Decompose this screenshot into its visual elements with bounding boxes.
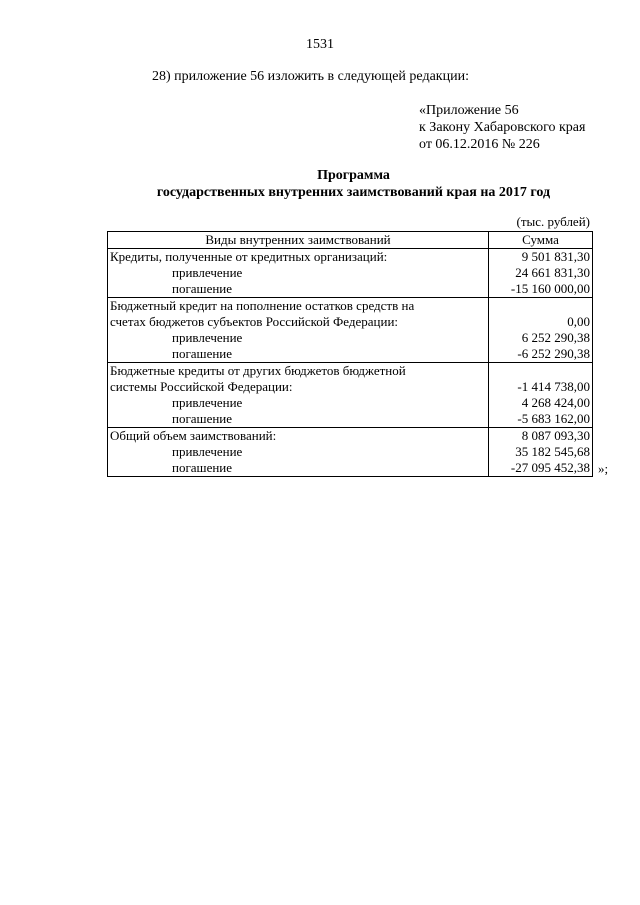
- table-row: [108, 330, 593, 346]
- row-sum: -6 252 290,38: [489, 346, 593, 363]
- row-sum: 4 268 424,00: [489, 395, 593, 411]
- borrowings-table: [107, 231, 593, 477]
- row-sum: 24 661 831,30: [489, 265, 593, 281]
- row-label: привлечение: [108, 444, 489, 460]
- table-row: [108, 411, 593, 428]
- row-sum: 35 182 545,68: [489, 444, 593, 460]
- table-row: [108, 460, 593, 477]
- row-label: Бюджетный кредит на пополнение остатков средств на: [108, 298, 489, 315]
- page-number: 1531: [306, 37, 334, 52]
- table-row: [108, 428, 593, 445]
- table-row: [108, 379, 593, 395]
- header-borrowing-type: Виды внутренних заимствований: [108, 232, 489, 249]
- table-row: [108, 249, 593, 266]
- title-line-1: Программа: [317, 168, 390, 183]
- row-label: погашение: [108, 281, 489, 298]
- table-row: [108, 298, 593, 315]
- row-label: системы Российской Федерации:: [108, 379, 489, 395]
- row-label: Кредиты, полученные от кредитных организаций:: [108, 249, 489, 266]
- row-sum: -15 160 000,00: [489, 281, 593, 298]
- header-sum: Сумма: [489, 232, 593, 249]
- table-row: [108, 363, 593, 380]
- appendix-line-1: «Приложение 56: [419, 103, 519, 118]
- table-row: [108, 265, 593, 281]
- table-row: [108, 444, 593, 460]
- row-label: счетах бюджетов субъектов Российской Федерации:: [108, 314, 489, 330]
- row-sum: 6 252 290,38: [489, 330, 593, 346]
- table-row: [108, 314, 593, 330]
- document-title: [0, 167, 640, 201]
- row-label: погашение: [108, 346, 489, 363]
- row-sum: -5 683 162,00: [489, 411, 593, 428]
- row-sum: -27 095 452,38: [489, 460, 593, 477]
- table-row: [108, 395, 593, 411]
- appendix-line-2: к Закону Хабаровского края: [419, 120, 586, 135]
- row-sum: 9 501 831,30: [489, 249, 593, 266]
- table-header-row: [108, 232, 593, 249]
- row-sum: -1 414 738,00: [489, 379, 593, 395]
- intro-text: 28) приложение 56 изложить в следующей редакции:: [152, 69, 469, 84]
- unit-note: (тыс. рублей): [516, 214, 590, 229]
- row-sum: [489, 363, 593, 380]
- table-row: [108, 281, 593, 298]
- row-label: привлечение: [108, 265, 489, 281]
- table-row: [108, 346, 593, 363]
- row-sum: [489, 298, 593, 315]
- row-label: привлечение: [108, 330, 489, 346]
- closing-quote-mark: »;: [598, 461, 609, 476]
- appendix-line-3: от 06.12.2016 № 226: [419, 137, 540, 152]
- appendix-reference: [419, 102, 585, 153]
- row-label: погашение: [108, 460, 489, 477]
- row-label: Общий объем заимствований:: [108, 428, 489, 445]
- title-line-2: государственных внутренних заимствований края на 2017 год: [156, 185, 551, 200]
- row-label: Бюджетные кредиты от других бюджетов бюджетной: [108, 363, 489, 380]
- row-label: привлечение: [108, 395, 489, 411]
- row-sum: 8 087 093,30: [489, 428, 593, 445]
- row-label: погашение: [108, 411, 489, 428]
- row-sum: 0,00: [489, 314, 593, 330]
